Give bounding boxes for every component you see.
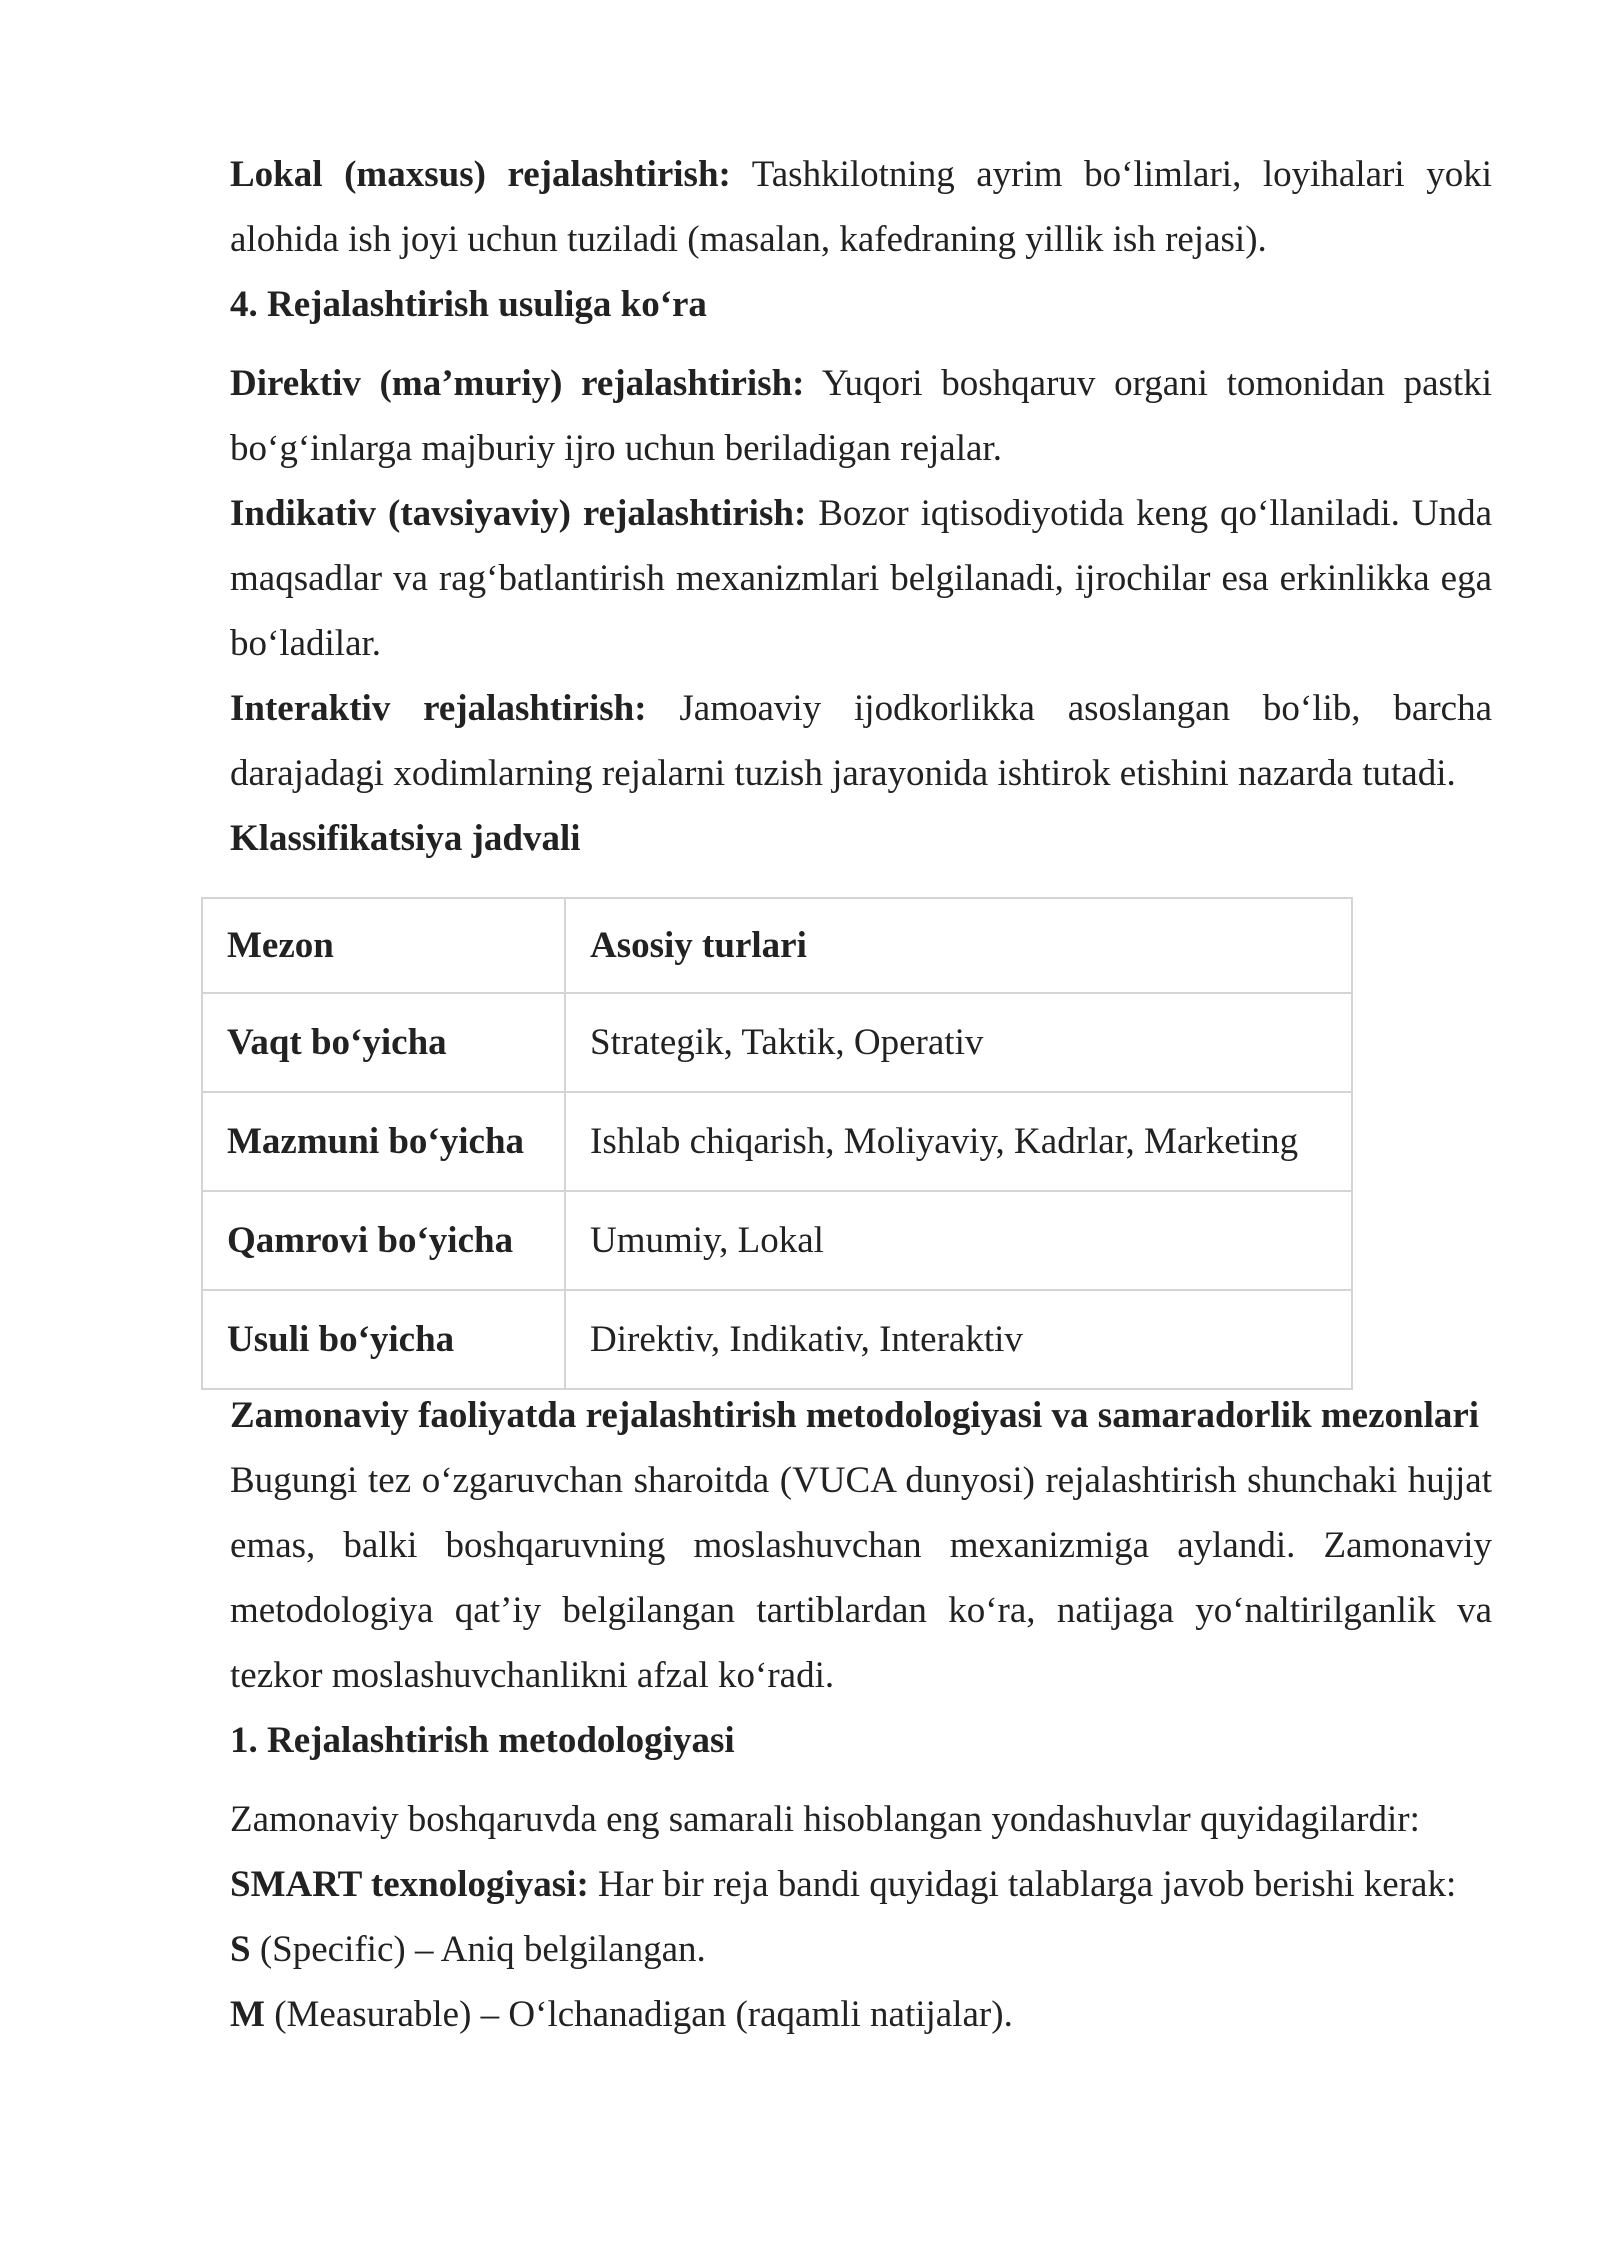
smart-letter: M <box>230 1994 265 2035</box>
heading-usul: 4. Rejalashtirish usuliga ko‘ra <box>230 284 707 325</box>
table-header-row <box>202 898 1352 993</box>
table-row <box>202 1191 1352 1290</box>
heading-metodologiya: 1. Rejalashtirish metodologiyasi <box>230 1720 735 1761</box>
term-text: Bozor iqtisodiyotida keng qo‘llaniladi. Unda maqsadlar va rag‘batlantirish mexanizmlari belgilanadi, ijrochilar esa erkinlikka ega bo‘ladilar. <box>230 493 1492 664</box>
term-text: Jamoaviy ijodkorlikka asoslangan bo‘lib, barcha darajadagi xodimlarning rejalarni tuzish jarayonida ishtirok etishini nazarda tutadi. <box>230 688 1492 794</box>
criterion-cell: Vaqt bo‘yicha <box>202 993 565 1092</box>
header-cell: Mezon <box>202 898 565 993</box>
term-text: Tashkilotning ayrim bo‘limlari, loyihalari yoki alohida ish joyi uchun tuziladi (masalan, kafedraning yillik ish rejasi). <box>230 154 1492 260</box>
paragraph-smart <box>230 1852 1492 1917</box>
term-label: Interaktiv rejalashtirish: <box>230 688 647 729</box>
table-title: Klassifikatsiya jadvali <box>230 818 581 859</box>
types-cell: Strategik, Taktik, Operativ <box>565 993 1352 1092</box>
table-row <box>202 1092 1352 1191</box>
criterion-cell: Qamrovi bo‘yicha <box>202 1191 565 1290</box>
section-title: Zamonaviy faoliyatda rejalashtirish metodologiyasi va samaradorlik mezonlari <box>230 1395 1480 1436</box>
types-cell: Ishlab chiqarish, Moliyaviy, Kadrlar, Marketing <box>565 1092 1352 1191</box>
term-label: Direktiv (ma’muriy) rejalashtirish: <box>230 363 805 404</box>
criterion-cell: Usuli bo‘yicha <box>202 1290 565 1389</box>
paragraph-interaktiv <box>230 676 1492 806</box>
smart-text: (Specific) – Aniq belgilangan. <box>250 1929 706 1970</box>
term-label: Indikativ (tavsiyaviy) rejalashtirish: <box>230 493 807 534</box>
paragraph-lokal <box>230 142 1492 272</box>
smart-text: (Measurable) – O‘lchanadigan (raqamli natijalar). <box>264 1994 1013 2035</box>
paragraph-yondashuvlar: Zamonaviy boshqaruvda eng samarali hisoblangan yondashuvlar quyidagilardir: <box>230 1799 1420 1840</box>
paragraph-indikativ <box>230 481 1492 676</box>
term-label: Lokal (maxsus) rejalashtirish: <box>230 154 731 195</box>
types-cell: Direktiv, Indikativ, Interaktiv <box>565 1290 1352 1389</box>
term-text: Har bir reja bandi quyidagi talablarga javob berishi kerak: <box>588 1864 1457 1905</box>
types-cell: Umumiy, Lokal <box>565 1191 1352 1290</box>
smart-item-s <box>230 1917 1492 1982</box>
header-cell: Asosiy turlari <box>565 898 1352 993</box>
paragraph-vuca: Bugungi tez o‘zgaruvchan sharoitda (VUCA dunyosi) rejalashtirish shunchaki hujjat emas, balki boshqaruvning moslashuvchan mexanizmiga aylandi. Zamonaviy metodologiya qat’iy belgilangan tartiblardan ko‘ra, natijaga yo‘naltirilganlik va tezkor moslashuvchanlikni afzal ko‘radi. <box>230 1460 1492 1696</box>
paragraph-direktiv <box>230 351 1492 481</box>
classification-table <box>201 897 1353 1390</box>
bottom-content <box>230 1383 1492 2047</box>
table-row <box>202 1290 1352 1389</box>
term-text: Yuqori boshqaruv organi tomonidan pastki bo‘g‘inlarga majburiy ijro uchun beriladigan rejalar. <box>230 363 1492 469</box>
criterion-cell: Mazmuni bo‘yicha <box>202 1092 565 1191</box>
term-label: SMART texnologiyasi: <box>230 1864 589 1905</box>
table-row <box>202 993 1352 1092</box>
top-content <box>230 142 1492 871</box>
smart-item-m <box>230 1982 1492 2047</box>
smart-letter: S <box>230 1929 251 1970</box>
